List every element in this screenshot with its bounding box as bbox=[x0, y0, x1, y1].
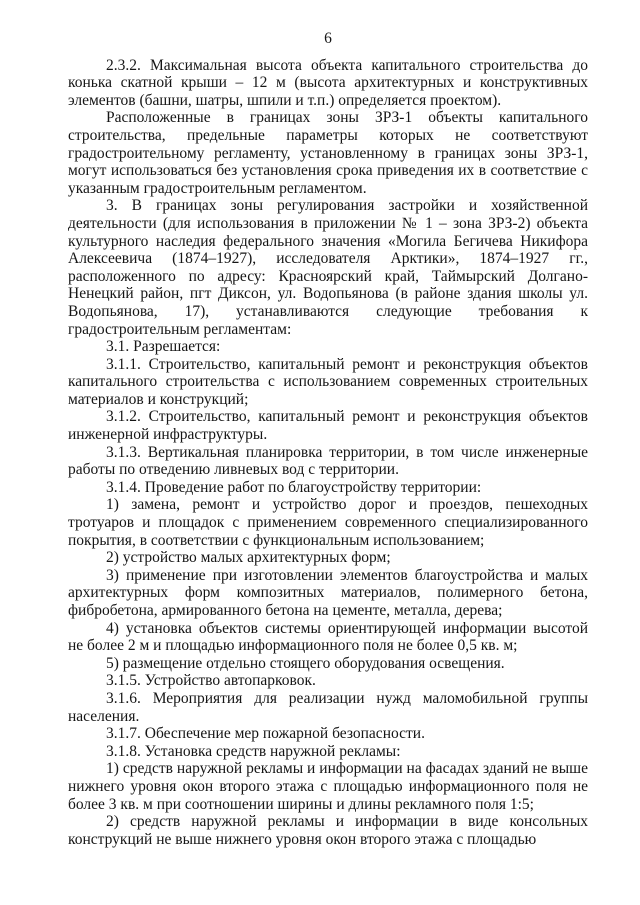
list-item-3-1-8-1: 1) средств наружной рекламы и информации на фасадах зданий не выше нижнего уровня окон второго этажа с площадью информационного поля не более 3 кв. м при соотношении ширины и длины рекламного поля 1:5; bbox=[68, 760, 588, 813]
list-item-3-1-4-3: 3) применение при изготовлении элементов благоустройства и малых архитектурных форм композитных материалов, полимерного бетона, фибробетона, армированного бетона на цементе, металла, дерева; bbox=[68, 566, 588, 619]
paragraph-3-1-6: 3.1.6. Мероприятия для реализации нужд маломобильной группы населения. bbox=[68, 689, 588, 725]
paragraph-3-zrz2: 3. В границах зоны регулирования застройки и хозяйственной деятельности (для использования в приложении № 1 – зона ЗРЗ-2) объекта культурного наследия федерального значения «Могила Бегичева Никифора Алексеевича (1874–1927), исследователя Арктики», 1874–1927 гг., расположенного по адресу: Красноярский край, Таймырский Долгано-Ненецкий район, пгт Диксон, ул. Водопьянова (в районе здания школы ул. Водопьянова, 17), устанавливаются следующие требования к градостроительным регламентам: bbox=[68, 197, 588, 338]
list-item-3-1-4-4: 4) установка объектов системы ориентирующей информации высотой не более 2 м и площадью информационного поля не более 0,5 кв. м; bbox=[68, 619, 588, 655]
paragraph-zrz1-objects: Расположенные в границах зоны ЗРЗ-1 объекты капитального строительства, предельные параметры которых не соответствуют градостроительному регламенту, установленному в границах зоны ЗРЗ-1, могут использоваться без установления срока приведения их в соответствие с указанным градостроительным регламентом. bbox=[68, 109, 588, 197]
paragraph-3-1-7: 3.1.7. Обеспечение мер пожарной безопасности. bbox=[106, 725, 425, 743]
paragraph-3-1-8: 3.1.8. Установка средств наружной рекламы: bbox=[106, 742, 401, 760]
list-item-3-1-4-1: 1) замена, ремонт и устройство дорог и проездов, пешеходных тротуаров и площадок с применением современного специализированного покрытия, в соответствии с функциональным использованием; bbox=[68, 496, 588, 549]
list-item-3-1-4-5: 5) размещение отдельно стоящего оборудования освещения. bbox=[106, 654, 505, 672]
page-number: 6 bbox=[324, 30, 332, 47]
paragraph-3-1-4: 3.1.4. Проведение работ по благоустройству территории: bbox=[106, 478, 482, 496]
list-item-3-1-4-2: 2) устройство малых архитектурных форм; bbox=[106, 549, 391, 567]
document-page bbox=[68, 30, 588, 848]
paragraph-3-1-1: 3.1.1. Строительство, капитальный ремонт и реконструкция объектов капитального строительства с использованием современных строительных материалов и конструкций; bbox=[68, 355, 588, 408]
paragraph-3-1-2: 3.1.2. Строительство, капитальный ремонт и реконструкция объектов инженерной инфраструктуры. bbox=[68, 408, 588, 444]
paragraph-3-1-3: 3.1.3. Вертикальная планировка территории, в том числе инженерные работы по отведению ливневых вод с территории. bbox=[68, 443, 588, 479]
paragraph-2-3-2: 2.3.2. Максимальная высота объекта капитального строительства до конька скатной крыши – 12 м (высота архитектурных и конструктивных элементов (башни, шатры, шпили и т.п.) определяется проектом). bbox=[68, 56, 588, 109]
list-item-3-1-8-2: 2) средств наружной рекламы и информации в виде консольных конструкций не выше нижнего уровня окон второго этажа с площадью bbox=[68, 813, 588, 848]
paragraph-3-1: 3.1. Разрешается: bbox=[106, 338, 221, 356]
paragraph-3-1-5: 3.1.5. Устройство автопарковок. bbox=[106, 672, 316, 690]
